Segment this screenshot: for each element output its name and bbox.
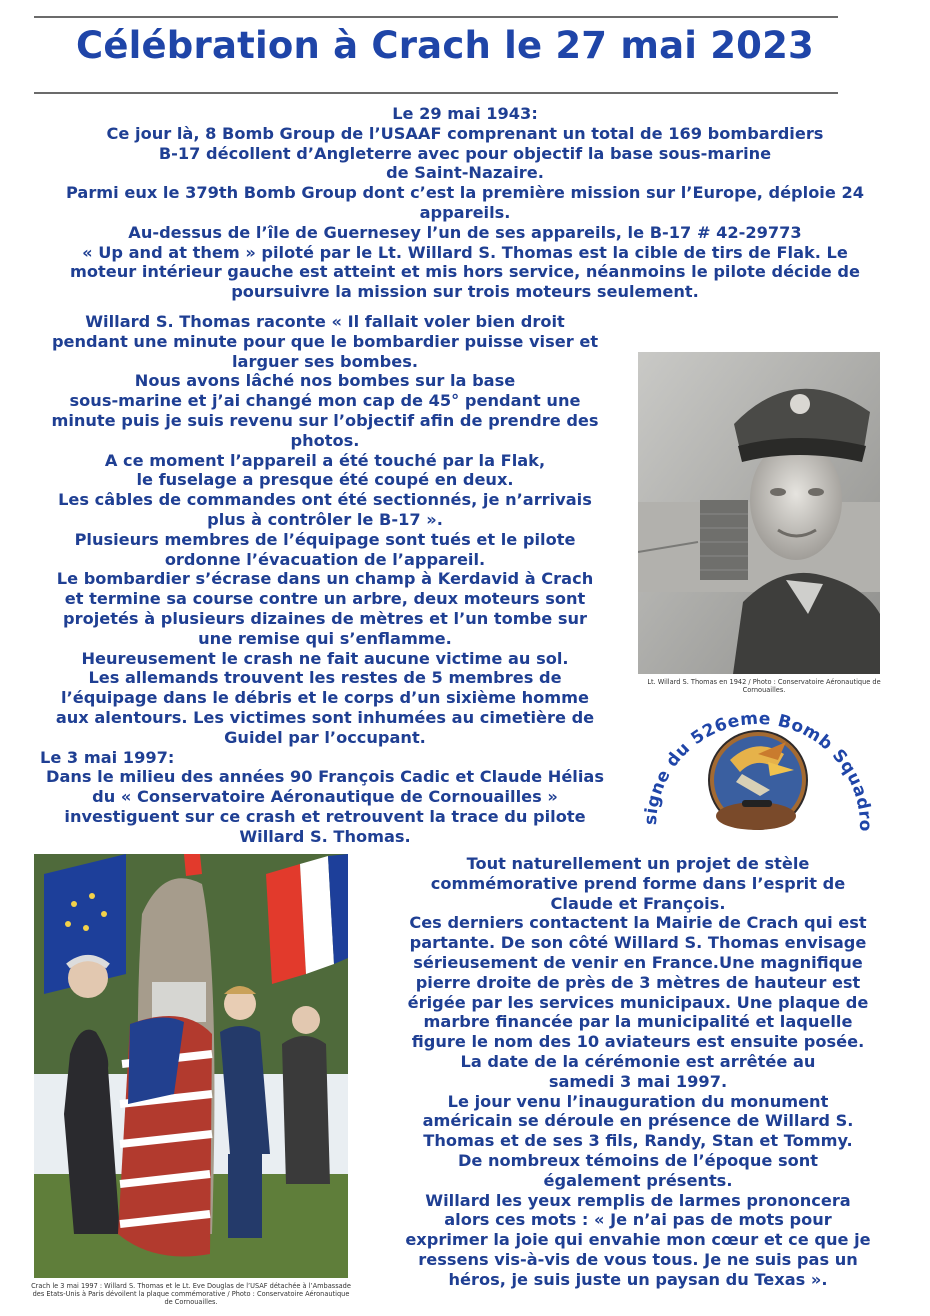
story-line: l’équipage dans le débris et le corps d’un sixième homme xyxy=(61,688,589,708)
memorial-line: Ces derniers contactent la Mairie de Crach qui est xyxy=(409,913,867,933)
story-line: Guidel par l’occupant. xyxy=(224,727,426,747)
story-line: une remise qui s’enflamme. xyxy=(198,628,452,648)
memorial-line: Thomas et de ses 3 fils, Randy, Stan et Tommy. xyxy=(423,1131,853,1151)
intro-line: « Up and at them » piloté par le Lt. Willard S. Thomas est la cible de tirs de Flak. Le xyxy=(82,242,848,262)
portrait-photo xyxy=(638,352,880,674)
story-line: investiguent sur ce crash et retrouvent la trace du pilote xyxy=(64,806,586,826)
memorial-line: également présents. xyxy=(543,1170,733,1190)
insignia-graphic xyxy=(638,698,888,858)
story-line: Heureusement le crash ne fait aucune victime au sol. xyxy=(81,648,569,668)
page-title: Célébration à Crach le 27 mai 2023 xyxy=(75,24,814,67)
story-line: Dans le milieu des années 90 François Cadic et Claude Hélias xyxy=(46,767,604,787)
ceremony-photo-image xyxy=(34,854,348,1278)
ceremony-caption-line: Crach le 3 mai 1997 : Willard S. Thomas et le Lt. Eve Douglas de l’USAF détachée à l’Ambassade xyxy=(31,1282,351,1290)
memorial-line: samedi 3 mai 1997. xyxy=(548,1071,728,1091)
intro-line: appareils. xyxy=(419,202,511,222)
intro-line: poursuivre la mission sur trois moteurs seulement. xyxy=(231,282,699,302)
story-line: Les câbles de commandes ont été sectionnés, je n’arrivais xyxy=(58,490,592,510)
story-line: A ce moment l’appareil a été touché par la Flak, xyxy=(104,450,546,470)
memorial-line: De nombreux témoins de l’époque sont xyxy=(457,1150,819,1170)
story-line: plus à contrôler le B-17 ». xyxy=(207,509,443,529)
memorial-line: Claude et François. xyxy=(550,893,726,913)
intro-line: de Saint-Nazaire. xyxy=(386,163,544,183)
memorial-line: pierre droite de près de 3 mètres de hauteur est xyxy=(415,972,861,992)
intro-line: Au-dessus de l’île de Guernesey l’un de ses appareils, le B-17 # 42-29773 xyxy=(128,222,802,242)
memorial-line: Tout naturellement un projet de stèle xyxy=(466,854,810,873)
story-line: photos. xyxy=(290,430,360,450)
memorial-line: Le jour venu l’inauguration du monument xyxy=(447,1091,829,1111)
story-line: Willard S. Thomas raconte « Il fallait voler bien droit xyxy=(85,312,565,331)
memorial-line: commémorative prend forme dans l’esprit de xyxy=(430,873,846,893)
intro-line: Ce jour là, 8 Bomb Group de l’USAAF comprenant un total de 169 bombardiers xyxy=(106,123,824,143)
portrait-photo-image xyxy=(638,352,880,674)
story-line: pendant une minute pour que le bombardier puisse viser et xyxy=(51,331,599,351)
portrait-caption-line: Cornouailles. xyxy=(742,686,786,694)
memorial-line: La date de la cérémonie est arrêtée au xyxy=(460,1051,816,1071)
memorial-line: Willard les yeux remplis de larmes prononcera xyxy=(425,1190,851,1210)
ceremony-caption-line: de Cornouailles. xyxy=(164,1298,218,1306)
memorial-line: sérieusement de venir en France.Une magnifique xyxy=(413,952,863,972)
intro-paragraph xyxy=(0,104,930,302)
portrait-caption xyxy=(628,678,900,694)
memorial-line: ressens vis-à-vis de vous tous. Je ne suis pas un xyxy=(418,1249,858,1269)
story-line: larguer ses bombes. xyxy=(232,351,418,371)
title-divider xyxy=(34,92,838,94)
story-line: Les allemands trouvent les restes de 5 membres de xyxy=(88,668,562,688)
intro-line: B-17 décollent d’Angleterre avec pour objectif la base sous-marine xyxy=(158,143,772,163)
story-line: et termine sa course contre un arbre, deux moteurs sont xyxy=(64,589,586,609)
story-line: ordonne l’évacuation de l’appareil. xyxy=(164,549,486,569)
memorial-paragraph xyxy=(368,854,908,1290)
story-line: Nous avons lâché nos bombes sur la base xyxy=(134,371,516,391)
squadron-insignia xyxy=(638,698,888,858)
memorial-line: exprimer la joie qui envahie mon cœur et ce que je xyxy=(405,1230,871,1250)
memorial-line: alors ces mots : « Je n’ai pas de mots pour xyxy=(444,1210,832,1230)
story-line: Plusieurs membres de l’équipage sont tués et le pilote xyxy=(74,529,576,549)
insignia-arc-text: signe du 526eme Bomb Squadro xyxy=(640,708,876,832)
story-line: aux alentours. Les victimes sont inhumées au cimetière de xyxy=(55,707,595,727)
intro-line: Parmi eux le 379th Bomb Group dont c’est la première mission sur l’Europe, déploie 24 xyxy=(65,183,865,203)
story-line: Willard S. Thomas. xyxy=(239,826,411,846)
story-line: Le 3 mai 1997: xyxy=(40,747,175,767)
ceremony-caption-line: des Etats-Unis à Paris dévoilent la plaque commémorative / Photo : Conservatoire Aéronautique xyxy=(32,1290,350,1298)
story-line: le fuselage a presque été coupé en deux. xyxy=(136,470,514,490)
memorial-line: marbre financée par la municipalité et laquelle xyxy=(423,1012,853,1032)
memorial-line: figure le nom des 10 aviateurs est ensuite posée. xyxy=(411,1032,865,1052)
portrait-caption-line: Lt. Willard S. Thomas en 1942 / Photo : Conservatoire Aéronautique de xyxy=(647,678,881,686)
intro-line: Le 29 mai 1943: xyxy=(392,104,538,123)
story-line: minute puis je suis revenu sur l’objectif afin de prendre des xyxy=(51,410,599,430)
top-divider xyxy=(34,16,838,18)
story-line: projetés à plusieurs dizaines de mètres et l’un tombe sur xyxy=(63,608,587,628)
memorial-line: américain se déroule en présence de Willard S. xyxy=(422,1111,854,1131)
ceremony-caption xyxy=(0,1282,382,1306)
memorial-line: érigée par les services municipaux. Une plaque de xyxy=(407,992,869,1012)
story-line: du « Conservatoire Aéronautique de Cornouailles » xyxy=(92,787,558,807)
ceremony-photo xyxy=(34,854,348,1278)
story-line: sous-marine et j’ai changé mon cap de 45° pendant une xyxy=(69,391,581,411)
story-line: Le bombardier s’écrase dans un champ à Kerdavid à Crach xyxy=(56,569,594,589)
memorial-line: partante. De son côté Willard S. Thomas envisage xyxy=(409,933,867,953)
story-paragraph xyxy=(0,312,650,847)
memorial-line: héros, je suis juste un paysan du Texas ». xyxy=(448,1269,828,1289)
intro-line: moteur intérieur gauche est atteint et mis hors service, néanmoins le pilote décide de xyxy=(70,262,860,282)
